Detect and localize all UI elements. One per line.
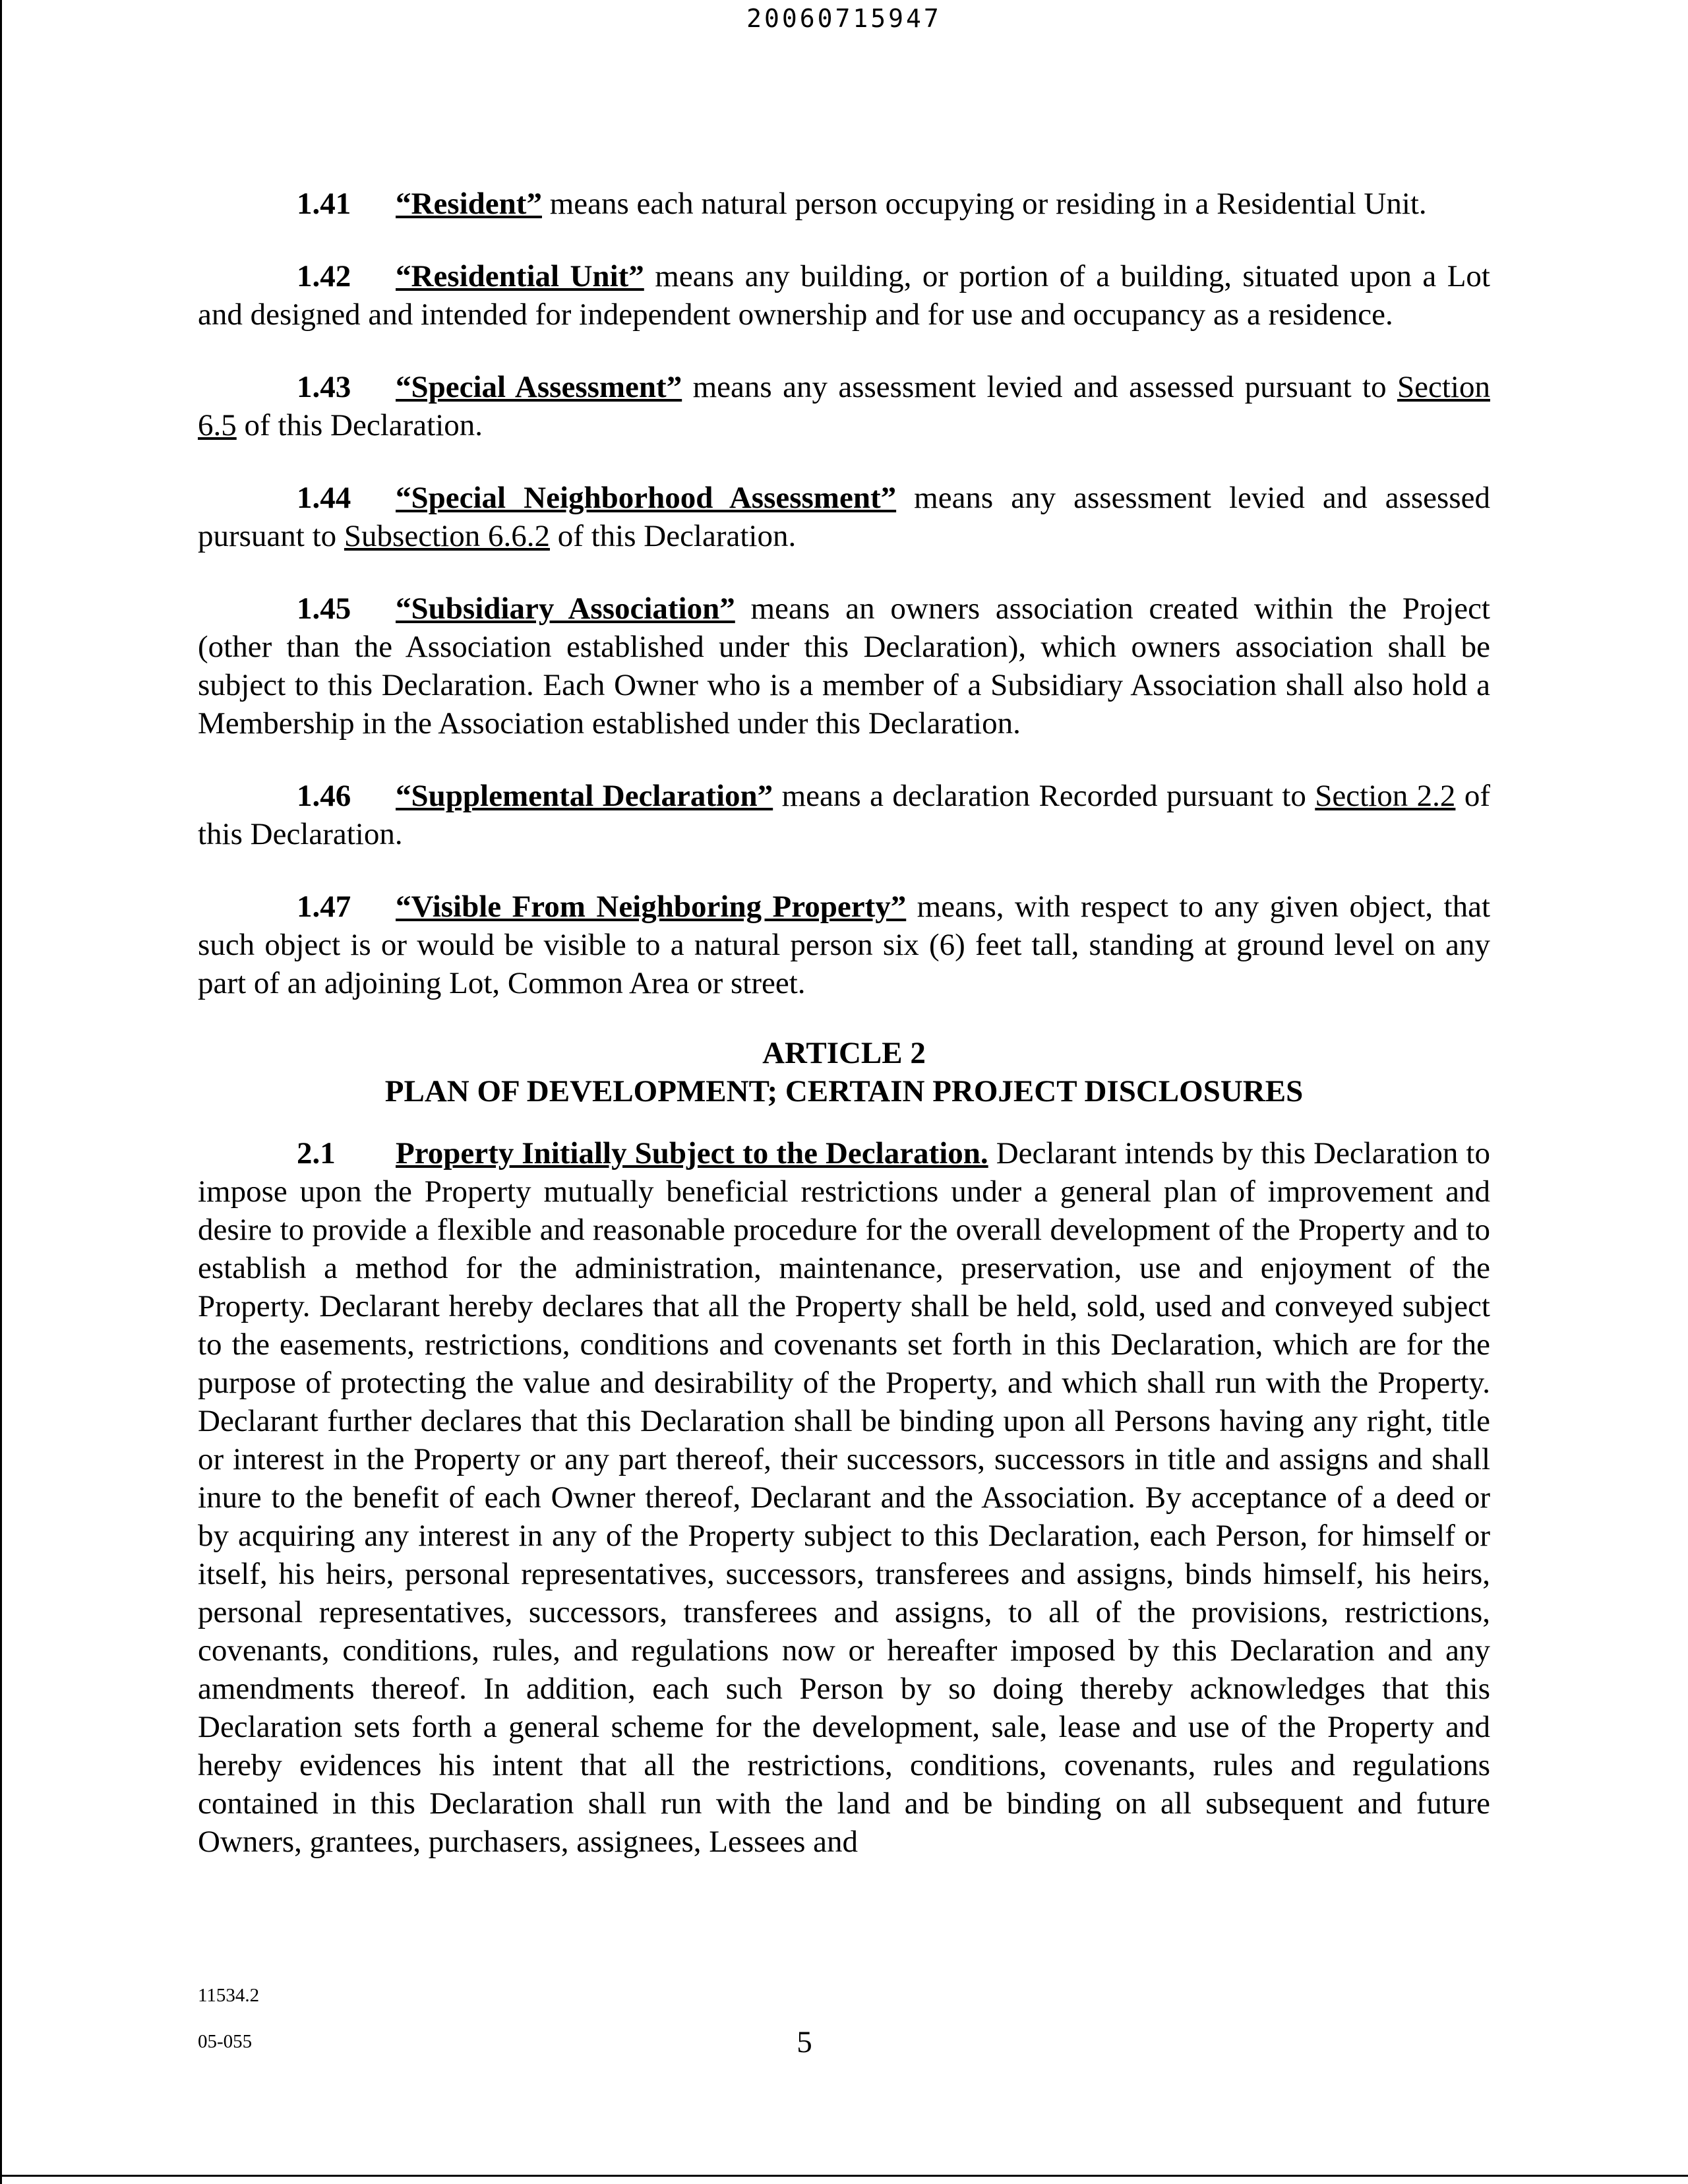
defined-term: “Resident” — [396, 187, 542, 221]
section-heading: Property Initially Subject to the Declaration. — [396, 1136, 988, 1170]
definitions-list — [198, 185, 1490, 1002]
article-number: ARTICLE 2 — [762, 1036, 926, 1070]
definition-number: 1.45 — [297, 592, 351, 626]
definition-text: means, with respect to any given object, that such object is or would be visible to a natural person six (6) feet tall, standing at ground level on any part of an adjoining Lot, Common Area or street. — [198, 890, 1491, 1000]
definition-1-47 — [198, 888, 1490, 1002]
article-title: PLAN OF DEVELOPMENT; CERTAIN PROJECT DISCLOSURES — [384, 1074, 1304, 1108]
defined-term: “Residential Unit” — [396, 259, 644, 293]
definition-number: 1.44 — [297, 481, 351, 515]
definition-number: 1.46 — [297, 779, 351, 813]
definition-text: of this Declaration. — [236, 408, 483, 442]
definition-1-45 — [198, 590, 1490, 743]
section-number: 2.1 — [297, 1136, 336, 1170]
section-body: Declarant intends by this Declaration to impose upon the Property mutually beneficial restrictions under a general plan of improvement and desire to provide a flexible and reasonable procedure for the overall development of the Property and to establish a method for the administration, maintenance, preservation, use and enjoyment of the Property. Declarant hereby declares that all the Property shall be held, sold, used and conveyed subject to the easements, restrictions, conditions and covenants set forth in this Declaration, which are for the purpose of protecting the value and desirability of the Property, and which shall run with the Property. Declarant further declares that this Declaration shall be binding upon all Persons having any right, title or interest in the Property or any part thereof, their successors, successors in title and assigns and shall inure to the benefit of each Owner thereof, Declarant and the Association. By acceptance of a deed or by acquiring any interest in any of the Property subject to this Declaration, each Person, for himself or itself, his heirs, personal representatives, successors, transferees and assigns, binds himself, his heirs, personal representatives, successors, transferees and assigns, to all of the provisions, restrictions, covenants, conditions, rules, and regulations now or hereafter imposed by this Declaration and any amendments thereof. In addition, each such Person by so doing thereby acknowledges that this Declaration sets forth a general scheme for the development, sale, lease and use of the Property and hereby evidences his intent that all the restrictions, conditions, covenants, rules and regulations contained in this Declaration shall run with the land and be binding on all subsequent and future Owners, grantees, purchasers, assignees, Lessees and — [198, 1136, 1490, 1859]
defined-term: “Visible From Neighboring Property” — [396, 890, 907, 924]
footer-doc-code: 11534.2 — [198, 1985, 260, 2006]
page-body — [198, 185, 1490, 1895]
defined-term: “Special Neighborhood Assessment” — [396, 481, 897, 515]
definition-number: 1.41 — [297, 187, 351, 221]
section-reference: Section 2.2 — [1315, 779, 1456, 813]
defined-term: “Supplemental Declaration” — [396, 779, 773, 813]
definition-text: of this Declaration. — [198, 779, 1490, 851]
definition-1-46 — [198, 777, 1490, 853]
footer-file-code: 05-055 — [198, 2031, 253, 2052]
section-2-1 — [198, 1134, 1490, 1861]
section-reference: Subsection 6.6.2 — [344, 519, 550, 553]
definition-1-43 — [198, 368, 1490, 444]
page-border-left — [0, 0, 2, 2184]
definition-1-41 — [198, 185, 1490, 223]
definition-1-44 — [198, 479, 1490, 555]
definition-1-42 — [198, 257, 1490, 334]
definition-number: 1.47 — [297, 890, 351, 924]
page-border-bottom — [0, 2175, 1688, 2177]
definition-number: 1.43 — [297, 370, 351, 404]
section-reference: Section 6.5 — [198, 370, 1490, 442]
definition-number: 1.42 — [297, 259, 351, 293]
definition-text: means any building, or portion of a building, situated upon a Lot and designed and intended for independent ownership and for use and occupancy as a residence. — [198, 259, 1490, 332]
definition-text: means an owners association created within the Project (other than the Association established under this Declaration), which owners association shall be subject to this Declaration. Each Owner who is a member of a Subsidiary Association shall also hold a Membership in the Association established under this Declaration. — [198, 592, 1490, 741]
definition-text: means any assessment levied and assessed pursuant to — [682, 370, 1398, 404]
page-number: 5 — [797, 2025, 812, 2059]
recording-number: 20060715947 — [746, 4, 942, 33]
article-heading — [198, 1034, 1490, 1110]
definition-text: means each natural person occupying or residing in a Residential Unit. — [541, 187, 1427, 221]
definition-text: means a declaration Recorded pursuant to — [773, 779, 1315, 813]
defined-term: “Subsidiary Association” — [396, 592, 735, 626]
definition-text: of this Declaration. — [549, 519, 797, 553]
definition-text: means any assessment levied and assessed pursuant to — [198, 481, 1490, 553]
defined-term: “Special Assessment” — [396, 370, 682, 404]
